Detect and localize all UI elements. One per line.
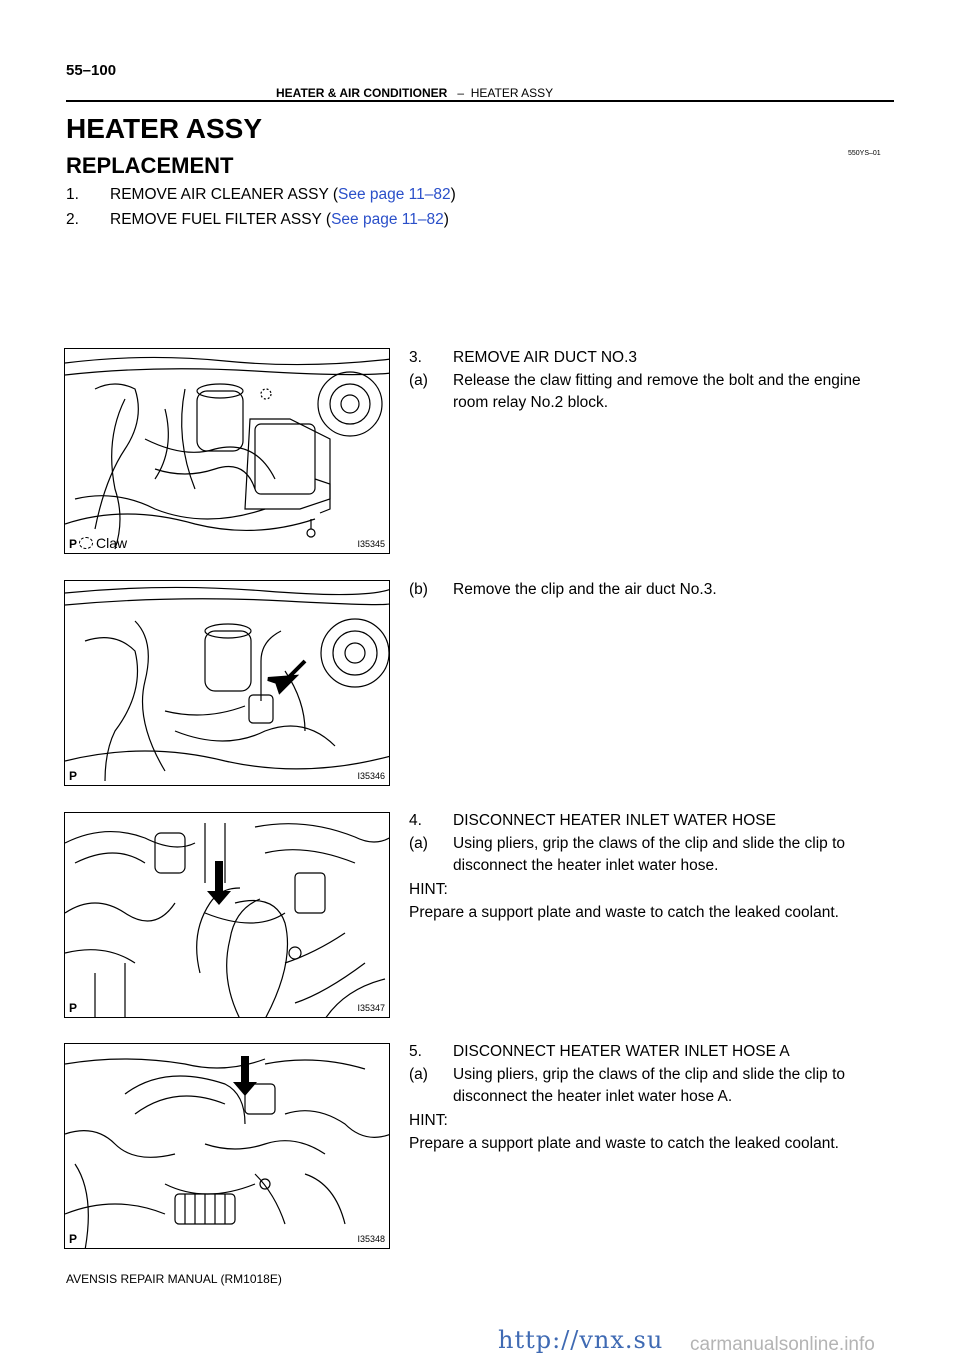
step-text: Using pliers, grip the claws of the clip and slide the clip to disconnect the heater inlet water hose A. — [453, 1066, 846, 1105]
step-text: Release the claw fitting and remove the bolt and the engine room relay No.2 block. — [453, 372, 861, 411]
section-5-step-a — [409, 1064, 899, 1108]
claw-legend-text: Claw — [96, 535, 128, 551]
figure-code: I35346 — [357, 771, 385, 781]
step-label: (a) — [409, 835, 428, 852]
inlet-hose-a-illustration — [65, 1044, 390, 1249]
step-2 — [66, 209, 866, 231]
heading-number: 4. — [409, 812, 422, 829]
figure-inlet-hose — [64, 812, 390, 1018]
step-text: REMOVE FUEL FILTER ASSY ( — [110, 211, 332, 228]
step-close: ) — [450, 186, 456, 203]
figure-label: P — [69, 1001, 78, 1015]
page-number: 55–100 — [66, 62, 117, 79]
heading-number: 3. — [409, 349, 422, 366]
claw-icon — [79, 537, 93, 549]
section-4-heading — [409, 810, 899, 832]
step-text: Remove the clip and the air duct No.3. — [453, 581, 717, 598]
section-4-hint-text: Prepare a support plate and waste to catch the leaked coolant. — [409, 904, 839, 921]
inlet-hose-illustration — [65, 813, 390, 1018]
manual-footer: AVENSIS REPAIR MANUAL (RM1018E) — [66, 1272, 282, 1286]
page-link[interactable]: See page 11–82 — [331, 211, 444, 228]
figure-inlet-hose-a — [64, 1043, 390, 1249]
step-label: (b) — [409, 581, 428, 598]
section-4-step-a — [409, 833, 899, 877]
watermark-link[interactable]: http://vnx.su — [498, 1326, 664, 1354]
doc-code: 550YS–01 — [848, 150, 881, 157]
header-section: HEATER & AIR CONDITIONER — [276, 86, 448, 100]
heading-text: REMOVE AIR DUCT NO.3 — [453, 349, 638, 366]
header-subsection: HEATER ASSY — [470, 86, 554, 100]
section-5-hint-text: Prepare a support plate and waste to catch the leaked coolant. — [409, 1135, 839, 1152]
heading-text: DISCONNECT HEATER WATER INLET HOSE A — [453, 1043, 790, 1060]
page-link[interactable]: See page 11–82 — [337, 186, 451, 203]
running-header — [276, 86, 553, 100]
step-label: (a) — [409, 1066, 428, 1083]
figure-label: P — [69, 537, 78, 551]
heading-text: DISCONNECT HEATER INLET WATER HOSE — [453, 812, 776, 829]
figure-air-duct — [64, 580, 390, 786]
step-number: 1. — [66, 186, 79, 203]
section-3-step-b — [409, 579, 899, 601]
engine-bay-illustration — [65, 349, 390, 554]
page-title: HEATER ASSY — [66, 113, 263, 144]
claw-legend — [79, 535, 127, 551]
step-1 — [66, 184, 866, 206]
figure-label: P — [69, 1232, 78, 1246]
step-text: Using pliers, grip the claws of the clip and slide the clip to disconnect the heater inlet water hose. — [453, 835, 846, 874]
page-subtitle: REPLACEMENT — [66, 153, 234, 178]
figure-code: I35348 — [357, 1234, 385, 1244]
section-3-heading — [409, 347, 899, 369]
step-number: 2. — [66, 211, 79, 228]
header-separator: – — [457, 86, 465, 100]
watermark-site: carmanualsonline.info — [690, 1334, 875, 1355]
heading-number: 5. — [409, 1043, 422, 1060]
section-3-step-a — [409, 370, 899, 414]
air-duct-illustration — [65, 581, 390, 786]
header-rule — [66, 100, 894, 102]
section-5-heading — [409, 1041, 899, 1063]
figure-relay-block — [64, 348, 390, 554]
section-4-hint-label: HINT: — [409, 881, 448, 898]
section-5-hint-label: HINT: — [409, 1112, 448, 1129]
step-close: ) — [443, 211, 449, 228]
figure-code: I35347 — [357, 1003, 385, 1013]
figure-label: P — [69, 769, 78, 783]
step-text: REMOVE AIR CLEANER ASSY ( — [110, 186, 338, 203]
step-label: (a) — [409, 372, 428, 389]
figure-code: I35345 — [357, 539, 385, 549]
